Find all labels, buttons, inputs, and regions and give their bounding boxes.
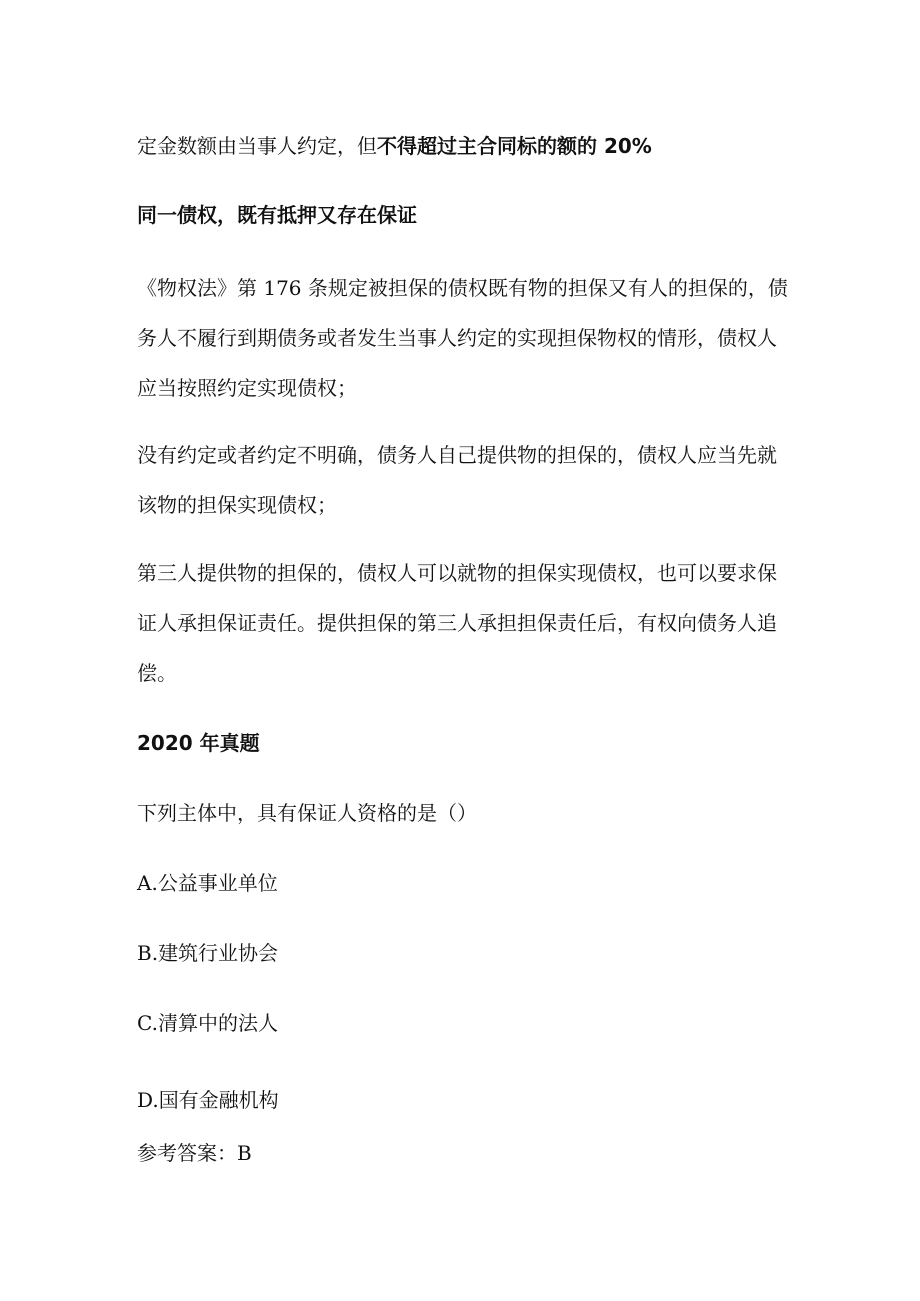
option-c-text: 清算中的法人: [157, 1011, 278, 1035]
no-agreement-line-2: 该物的担保实现债权；: [137, 493, 337, 517]
option-d: [137, 1087, 279, 1113]
property-law-line-2: 务人不履行到期债务或者发生当事人约定的实现担保物权的情形，债权人: [137, 326, 777, 350]
third-party-line-1: 第三人提供物的担保的，债权人可以就物的担保实现债权，也可以要求保: [137, 561, 777, 585]
deposit-rule-line: [137, 133, 652, 159]
property-law-article-number: 176: [257, 276, 308, 300]
option-d-text: 国有金融机构: [158, 1088, 279, 1112]
reference-answer-value: B: [237, 1141, 252, 1165]
third-party-line-2: 证人承担保证责任。提供担保的第三人承担担保责任后，有权向债务人追: [137, 611, 777, 635]
third-party-line-3: 偿。: [137, 661, 177, 685]
option-a: [137, 870, 278, 896]
property-law-line-3: 应当按照约定实现债权；: [137, 376, 357, 400]
option-b-letter: B.: [137, 941, 159, 965]
no-agreement-line-1: 没有约定或者约定不明确，债务人自己提供物的担保的，债权人应当先就: [137, 443, 777, 467]
reference-answer-label: 参考答案：: [137, 1141, 237, 1165]
property-law-text-b: 条规定被担保的债权既有物的担保又有人的担保的，债: [307, 276, 788, 300]
deposit-rule-bold: 不得超过主合同标的额的 20%: [377, 134, 652, 158]
section-heading-guarantee: 同一债权，既有抵押又存在保证: [137, 203, 417, 227]
reference-answer: [137, 1140, 252, 1166]
option-a-text: 公益事业单位: [157, 871, 278, 895]
property-law-text-a: 《物权法》第: [137, 276, 257, 300]
option-a-letter: A.: [137, 871, 158, 895]
deposit-rule-normal: 定金数额由当事人约定，但: [137, 134, 377, 158]
exam-question: 下列主体中，具有保证人资格的是（）: [137, 801, 477, 825]
option-c-letter: C.: [137, 1011, 158, 1035]
option-b-text: 建筑行业协会: [158, 941, 279, 965]
option-b: [137, 940, 278, 966]
property-law-line-1: [137, 275, 788, 301]
option-c: [137, 1010, 278, 1036]
option-d-letter: D.: [137, 1088, 159, 1112]
exam-year-title: 2020 年真题: [137, 731, 260, 755]
